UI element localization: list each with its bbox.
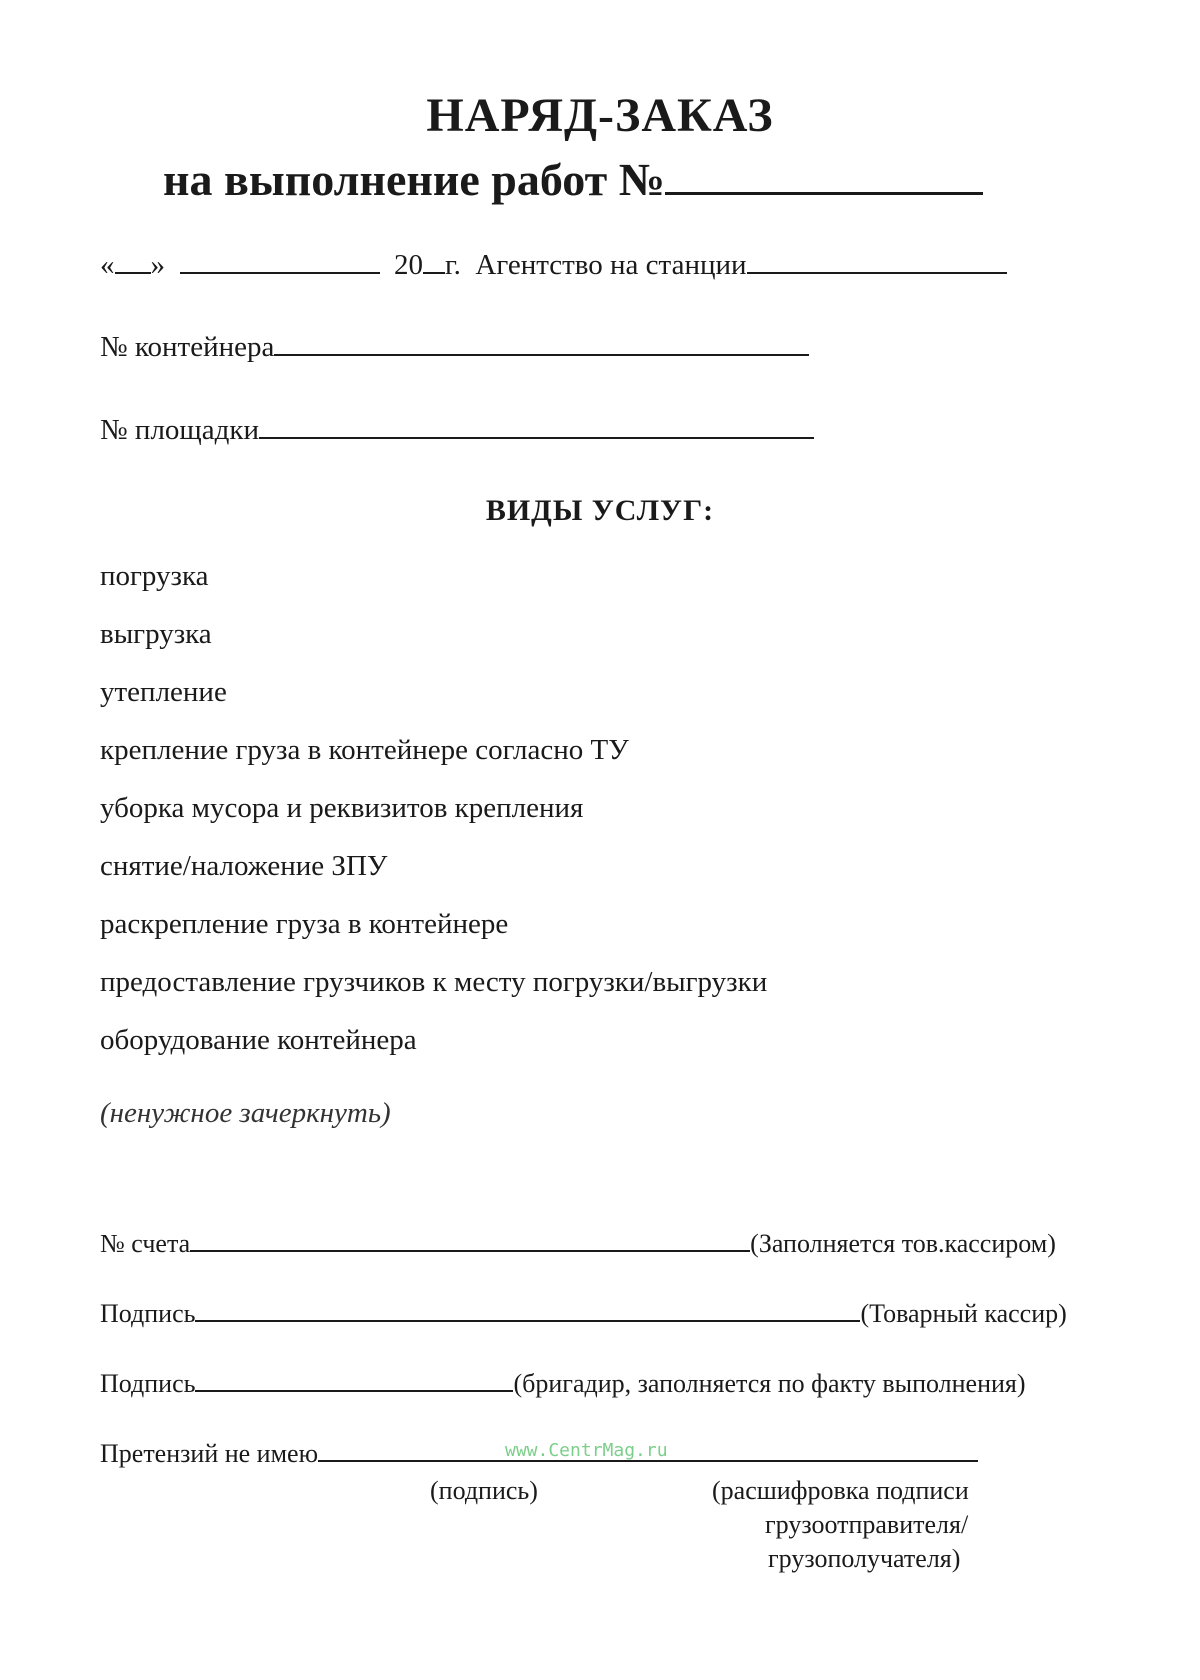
agency-blank	[747, 248, 1007, 274]
year-blank	[423, 248, 445, 274]
container-row	[100, 330, 809, 364]
decode-caption-line3: грузополучателя)	[768, 1544, 961, 1573]
foreman-signature-hint: (бригадир, заполняется по факту выполнения)	[513, 1369, 1026, 1398]
invoice-row	[100, 1228, 1056, 1259]
agency-label: Агентство на станции	[475, 249, 747, 281]
invoice-blank	[190, 1228, 750, 1252]
container-label: № контейнера	[100, 331, 275, 363]
foreman-signature-label: Подпись	[100, 1369, 196, 1398]
day-blank	[115, 248, 151, 274]
service-item: раскрепление груза в контейнере	[100, 908, 509, 940]
site-row	[100, 413, 814, 447]
watermark: www.CentrMag.ru	[505, 1440, 668, 1461]
cashier-signature-hint: (Товарный кассир)	[860, 1299, 1067, 1328]
site-blank	[259, 413, 814, 439]
order-number-blank	[665, 152, 983, 195]
site-label: № площадки	[100, 414, 259, 446]
document-subtitle	[163, 152, 983, 206]
subtitle-text: на выполнение работ №	[163, 154, 666, 205]
container-blank	[274, 330, 809, 356]
date-open-quote: «	[100, 249, 115, 281]
cashier-signature-row	[100, 1298, 1067, 1329]
decode-caption-line1: (расшифровка подписи	[712, 1476, 969, 1505]
foreman-signature-row	[100, 1368, 1026, 1399]
year-prefix: 20	[394, 249, 423, 281]
claims-label: Претензий не имею	[100, 1439, 319, 1468]
month-blank	[180, 248, 380, 274]
service-item: погрузка	[100, 560, 209, 592]
strike-note: (ненужное зачеркнуть)	[100, 1097, 391, 1129]
signature-caption: (подпись)	[430, 1476, 538, 1505]
service-item: снятие/наложение ЗПУ	[100, 850, 388, 882]
date-close-quote: »	[150, 249, 165, 281]
date-agency-row	[100, 248, 1007, 282]
decode-caption-line2: грузоотправителя/	[765, 1510, 969, 1539]
cashier-signature-blank	[195, 1298, 860, 1322]
invoice-hint: (Заполняется тов.кассиром)	[750, 1229, 1056, 1258]
foreman-signature-blank	[195, 1368, 513, 1392]
service-item: утепление	[100, 676, 227, 708]
cashier-signature-label: Подпись	[100, 1299, 196, 1328]
invoice-label: № счета	[100, 1229, 191, 1258]
services-heading: ВИДЫ УСЛУГ:	[485, 494, 715, 527]
document-title: НАРЯД-ЗАКАЗ	[426, 89, 774, 142]
service-item: крепление груза в контейнере согласно ТУ	[100, 734, 629, 766]
service-item: выгрузка	[100, 618, 212, 650]
service-item: предоставление грузчиков к месту погрузки/выгрузки	[100, 966, 768, 998]
year-suffix: г.	[445, 249, 461, 281]
service-item: оборудование контейнера	[100, 1024, 417, 1056]
service-item: уборка мусора и реквизитов крепления	[100, 792, 584, 824]
